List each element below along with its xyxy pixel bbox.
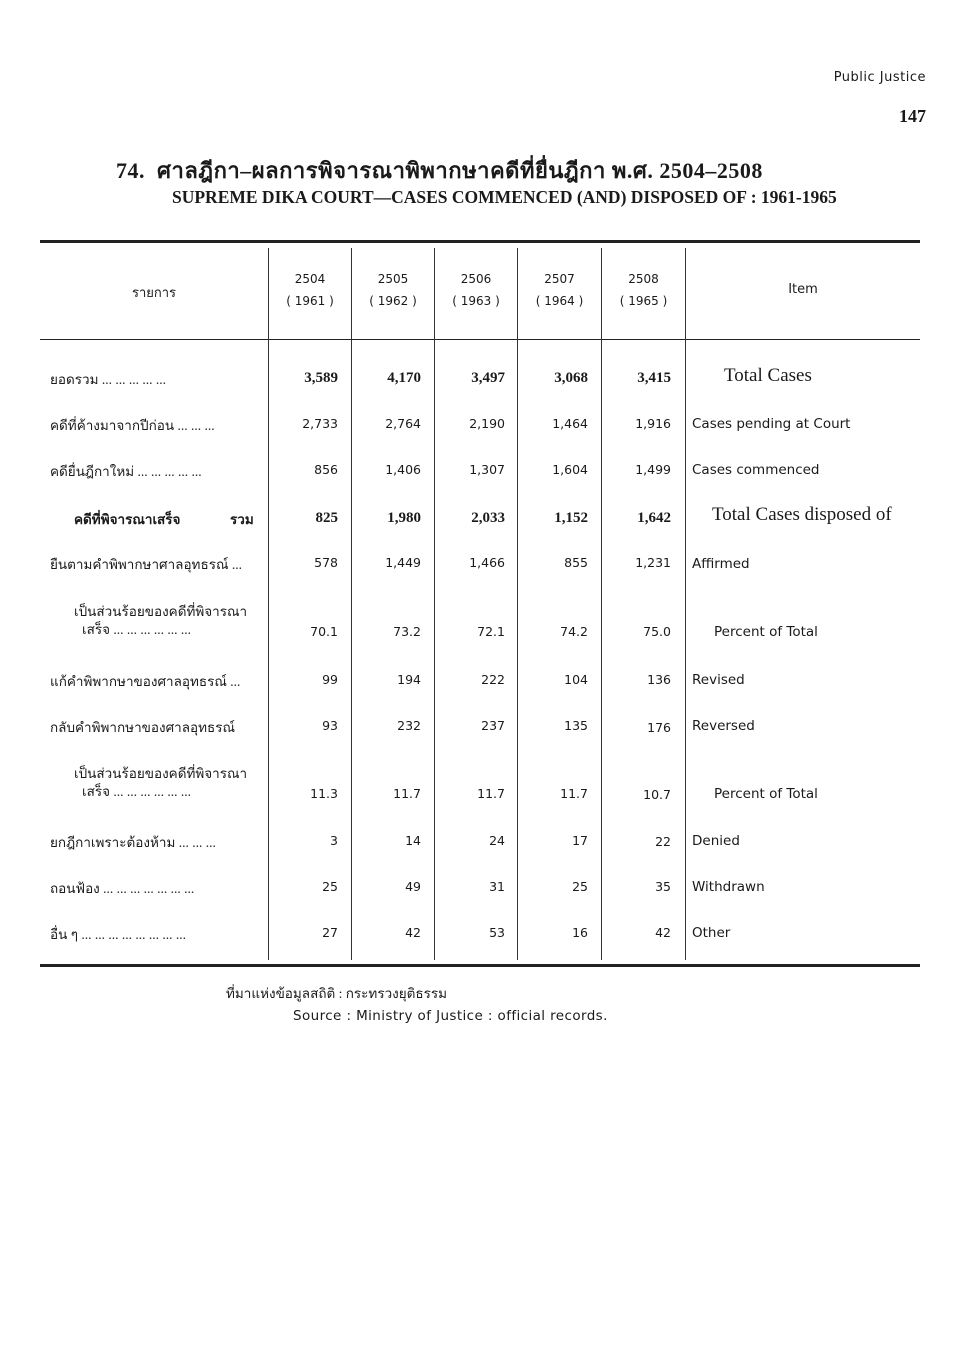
cell-value: 2,764 — [385, 416, 421, 431]
row-label-english: Cases commenced — [692, 462, 820, 478]
table-bottom-rule — [40, 964, 920, 967]
source-note-english: Source : Ministry of Justice : official records. — [293, 1008, 608, 1024]
cell-value: 11.7 — [477, 786, 505, 801]
row-label-english: Revised — [692, 672, 745, 688]
column-header-year — [352, 268, 434, 312]
cell-value: 2,033 — [471, 510, 505, 526]
cell-value: 42 — [655, 925, 671, 940]
cell-value: 3,415 — [637, 370, 671, 386]
table-row — [44, 831, 924, 857]
table-row — [44, 414, 924, 440]
cell-value: 194 — [397, 672, 421, 687]
cell-value: 22 — [655, 834, 671, 849]
row-label-thai: คดีที่พิจารณาเสร็จ — [74, 512, 181, 527]
cell-value: 17 — [572, 833, 588, 848]
year-ce: ( 1964 ) — [535, 294, 584, 308]
cell-value: 93 — [322, 718, 338, 733]
cell-value: 1,980 — [387, 510, 421, 526]
cell-value: 11.3 — [310, 786, 338, 801]
cell-value: 1,231 — [635, 555, 671, 570]
row-label-thai: ยอดรวม ... ... ... ... ... — [50, 372, 167, 387]
table-title-thai — [116, 153, 763, 188]
cell-value: 3,497 — [471, 370, 505, 386]
row-label-english: Percent of Total — [714, 786, 818, 802]
table-row — [44, 460, 924, 486]
table-row — [44, 504, 924, 534]
cell-value: 578 — [314, 555, 338, 570]
table-row — [44, 670, 924, 696]
cell-value: 27 — [322, 925, 338, 940]
table-top-rule — [40, 240, 920, 243]
year-ce: ( 1965 ) — [619, 294, 668, 308]
cell-value: 176 — [647, 720, 671, 735]
row-label-thai: คดียื่นฎีกาใหม่ ... ... ... ... ... — [50, 464, 202, 479]
column-header-item-thai: รายการ — [131, 286, 177, 301]
column-header-year — [269, 268, 351, 312]
row-label-english: Percent of Total — [714, 624, 818, 640]
source-note-thai: ที่มาแห่งข้อมูลสถิติ : กระทรวงยุติธรรม — [226, 986, 448, 1001]
cell-value: 3 — [330, 833, 338, 848]
row-label-thai: เป็นส่วนร้อยของคดีที่พิจารณา — [74, 604, 248, 619]
cell-value: 42 — [405, 925, 421, 940]
row-label-thai: คดีที่ค้างมาจากปีก่อน ... ... ... — [50, 418, 215, 433]
cell-value: 53 — [489, 925, 505, 940]
page-number: 147 — [899, 106, 926, 126]
cell-value: 2,733 — [302, 416, 338, 431]
cell-value: 1,307 — [469, 462, 505, 477]
cell-value: 1,604 — [552, 462, 588, 477]
cell-value: 74.2 — [560, 624, 588, 639]
cell-value: 25 — [322, 879, 338, 894]
year-be: 2507 — [544, 272, 575, 286]
table-title-thai-text: ศาลฎีกา–ผลการพิจารณาพิพากษาคดีที่ยื่นฎีกา พ.ศ. 2504–2508 — [157, 158, 763, 183]
cell-value: 2,190 — [469, 416, 505, 431]
row-label-english: Affirmed — [692, 556, 750, 572]
cell-value: 99 — [322, 672, 338, 687]
header-bottom-rule — [40, 339, 920, 340]
cell-value: 856 — [314, 462, 338, 477]
cell-value: 1,406 — [385, 462, 421, 477]
cell-value: 1,152 — [554, 510, 588, 526]
cell-value: 3,068 — [554, 370, 588, 386]
year-ce: ( 1962 ) — [369, 294, 417, 308]
row-label-thai: ยืนตามคำพิพากษาศาลอุทธรณ์ ... — [50, 557, 242, 572]
cell-value: 14 — [405, 833, 421, 848]
cell-value: 1,466 — [469, 555, 505, 570]
row-label-thai: เป็นส่วนร้อยของคดีที่พิจารณา — [74, 766, 248, 781]
table-title-english: SUPREME DIKA COURT—CASES COMMENCED (AND) DISPOSED OF : 1961-1965 — [172, 187, 837, 207]
column-header-year — [435, 268, 517, 312]
table-number: 74. — [116, 158, 145, 183]
table-row — [44, 877, 924, 903]
cell-value: 135 — [564, 718, 588, 733]
running-head: Public Justice — [833, 70, 926, 85]
cell-value: 4,170 — [387, 370, 421, 386]
year-ce: ( 1961 ) — [286, 294, 334, 308]
cell-value: 825 — [315, 510, 338, 526]
cell-value: 75.0 — [643, 624, 671, 639]
row-label-thai: ถอนฟ้อง ... ... ... ... ... ... ... — [50, 881, 195, 896]
table-row — [44, 553, 924, 579]
table-row — [44, 923, 924, 949]
cell-value: 1,642 — [637, 510, 671, 526]
cell-value: 1,499 — [635, 462, 671, 477]
cell-value: 232 — [397, 718, 421, 733]
table-row — [44, 365, 924, 394]
row-label-thai-line2: เสร็จ ... ... ... ... ... ... — [82, 784, 192, 799]
row-label-thai: อื่น ๆ ... ... ... ... ... ... ... ... — [50, 927, 186, 942]
column-header-year — [602, 268, 685, 312]
column-header-year — [518, 268, 601, 312]
cell-value: 73.2 — [393, 624, 421, 639]
cell-value: 104 — [564, 672, 588, 687]
row-label-thai-line2: เสร็จ ... ... ... ... ... ... — [82, 622, 192, 637]
cell-value: 10.7 — [643, 787, 671, 802]
table-row — [44, 600, 924, 644]
cell-value: 3,589 — [304, 370, 338, 386]
row-label-english: Cases pending at Court — [692, 416, 851, 432]
year-be: 2505 — [377, 272, 409, 286]
cell-value: 136 — [647, 672, 671, 687]
cell-value: 222 — [481, 672, 505, 687]
row-label-english: Denied — [692, 833, 740, 849]
row-label-english: Withdrawn — [692, 879, 765, 895]
cell-value: 237 — [481, 718, 505, 733]
cell-value: 31 — [489, 879, 505, 894]
year-be: 2506 — [460, 272, 492, 286]
cell-value: 1,449 — [385, 555, 421, 570]
row-label-english: Total Cases disposed of — [712, 504, 892, 525]
column-header-item-en: Item — [788, 282, 818, 297]
cell-value: 25 — [572, 879, 588, 894]
year-be: 2504 — [294, 272, 326, 286]
table-row — [44, 762, 924, 806]
row-label-english: Other — [692, 925, 731, 941]
cell-value: 49 — [405, 879, 421, 894]
cell-value: 11.7 — [560, 786, 588, 801]
row-label-thai-suffix: รวม — [230, 512, 254, 527]
cell-value: 855 — [564, 555, 588, 570]
cell-value: 1,916 — [635, 416, 671, 431]
row-label-thai: ยกฎีกาเพราะต้องห้าม ... ... ... — [50, 835, 216, 850]
cell-value: 70.1 — [310, 624, 338, 639]
cell-value: 35 — [655, 879, 671, 894]
cell-value: 24 — [489, 833, 505, 848]
table-row — [44, 716, 924, 742]
year-ce: ( 1963 ) — [452, 294, 500, 308]
year-be: 2508 — [628, 272, 659, 286]
cell-value: 72.1 — [477, 624, 505, 639]
row-label-english: Reversed — [692, 718, 755, 734]
cell-value: 1,464 — [552, 416, 588, 431]
row-label-thai: แก้คำพิพากษาของศาลอุทธรณ์ ... — [50, 674, 241, 689]
cell-value: 11.7 — [393, 786, 421, 801]
row-label-thai: กลับคำพิพากษาของศาลอุทธรณ์ — [50, 720, 236, 735]
cell-value: 16 — [572, 925, 588, 940]
row-label-english: Total Cases — [724, 365, 812, 386]
